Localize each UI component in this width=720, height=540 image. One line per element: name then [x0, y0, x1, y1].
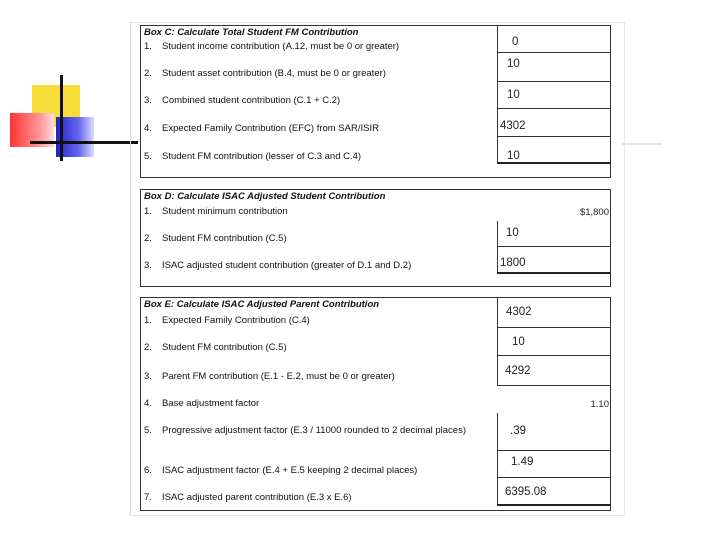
row-label: Student FM contribution (C.5) [162, 342, 287, 353]
row-label: Expected Family Contribution (C.4) [162, 315, 310, 326]
row-value: 1.49 [511, 456, 534, 468]
row-number: 2. [144, 68, 152, 79]
box-e-value-cell-2 [497, 328, 611, 356]
box-c-value-cell-1 [497, 26, 611, 53]
logo-horizontal-line [30, 141, 138, 144]
row-number: 2. [144, 233, 152, 244]
box-e-title: Box E: Calculate ISAC Adjusted Parent Contribution [144, 299, 380, 310]
box-c-value-cell-2 [497, 53, 611, 82]
row-label: ISAC adjusted student contribution (greater of D.1 and D.2) [162, 260, 412, 271]
box-d [140, 189, 611, 287]
row-value: 4292 [505, 365, 531, 377]
row-number: 1. [144, 206, 152, 217]
decorative-divider [622, 143, 662, 145]
row-label: ISAC adjustment factor (E.4 + E.5 keeping 2 decimal places) [162, 465, 418, 476]
row-number: 5. [144, 425, 152, 436]
row-number: 3. [144, 371, 152, 382]
row-value: 1.10 [590, 399, 609, 410]
row-number: 3. [144, 95, 152, 106]
row-value: $1,800 [579, 207, 609, 218]
box-e-value-cell-5 [497, 413, 611, 451]
row-value: 4302 [506, 306, 532, 318]
box-d-value-cell-3 [497, 247, 611, 274]
row-number: 3. [144, 260, 152, 271]
row-number: 4. [144, 123, 152, 134]
row-label: Expected Family Contribution (EFC) from SAR/ISIR [162, 123, 379, 134]
row-number: 6. [144, 465, 152, 476]
row-label: Base adjustment factor [162, 398, 260, 409]
box-c [140, 25, 611, 178]
row-value: 1800 [500, 257, 526, 269]
row-label: ISAC adjusted parent contribution (E.3 x E.6) [162, 492, 352, 503]
box-c-title: Box C: Calculate Total Student FM Contribution [144, 27, 359, 38]
row-label: Student FM contribution (C.5) [162, 233, 287, 244]
row-value: 10 [507, 58, 520, 70]
box-c-value-cell-3 [497, 82, 611, 109]
row-label: Progressive adjustment factor (E.3 / 11000 rounded to 2 decimal places) [162, 425, 466, 436]
logo-vertical-line [60, 75, 63, 161]
row-label: Student FM contribution (lesser of C.3 and C.4) [162, 151, 362, 162]
box-e-value-cell-3 [497, 356, 611, 386]
box-c-value-cell-4 [497, 109, 611, 137]
box-e-value-cell-7 [497, 478, 611, 506]
box-c-value-cell-5 [497, 137, 611, 164]
row-value: .39 [510, 425, 526, 437]
row-label: Combined student contribution (C.1 + C.2) [162, 95, 341, 106]
row-number: 2. [144, 342, 152, 353]
row-value: 10 [507, 150, 520, 162]
row-number: 7. [144, 492, 152, 503]
row-label: Student income contribution (A.12, must be 0 or greater) [162, 41, 400, 52]
row-label: Parent FM contribution (E.1 - E.2, must be 0 or greater) [162, 371, 395, 382]
box-e [140, 297, 611, 511]
box-e-value-cell-1 [497, 298, 611, 328]
row-value: 6395.08 [505, 486, 547, 498]
row-value: 10 [512, 336, 525, 348]
box-e-value-cell-6 [497, 451, 611, 478]
row-number: 4. [144, 398, 152, 409]
row-number: 1. [144, 41, 152, 52]
box-d-title: Box D: Calculate ISAC Adjusted Student Contribution [144, 191, 386, 202]
row-value: 10 [507, 89, 520, 101]
row-label: Student minimum contribution [162, 206, 288, 217]
row-number: 1. [144, 315, 152, 326]
row-number: 5. [144, 151, 152, 162]
box-d-value-cell-2 [497, 221, 611, 247]
decorative-logo [0, 75, 140, 165]
row-value: 10 [506, 227, 519, 239]
row-label: Student asset contribution (B.4, must be 0 or greater) [162, 68, 386, 79]
row-value: 4302 [500, 120, 526, 132]
row-value: 0 [512, 36, 519, 48]
